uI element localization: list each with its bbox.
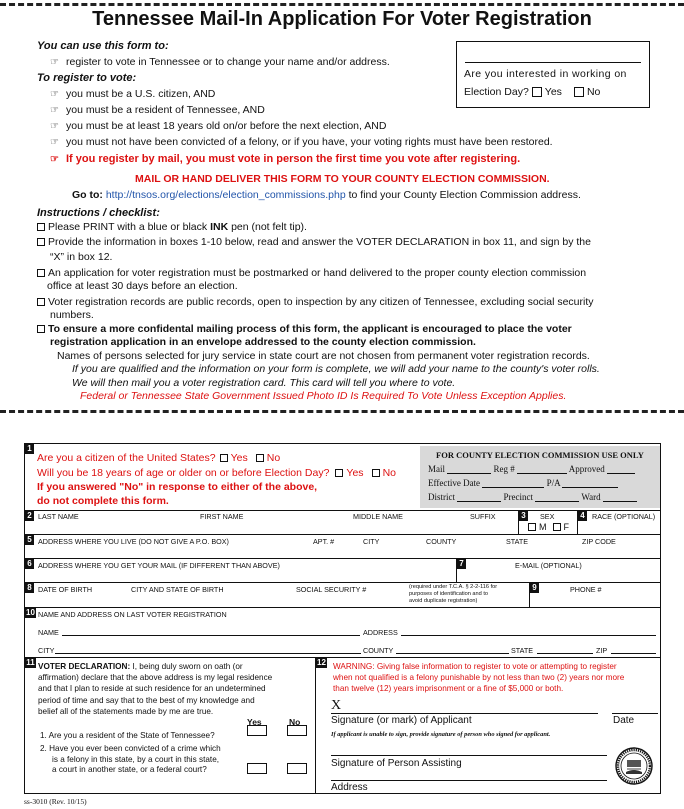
felony-yes-box[interactable] (247, 763, 267, 774)
phone-label: PHONE # (570, 585, 602, 594)
age-question: Will you be 18 years of age or older on or before Election Day? Yes No (37, 467, 396, 479)
age-yes-checkbox[interactable] (335, 469, 343, 477)
prev-name-label: NAME (38, 628, 59, 637)
assistant-signature-label: Signature of Person Assisting (331, 758, 462, 769)
false-info-warning: WARNING: Giving false information to register to vote or attempting to register when not qualified is a felony punishable by not less than two (2) years nor more than twelve (12) years imprisonment or a fine of $5,000 or both. (333, 662, 625, 693)
last-registration-heading: NAME AND ADDRESS ON LAST VOTER REGISTRATION (38, 610, 227, 619)
pointing-hand-icon: ☞ (50, 105, 59, 116)
first-name-label: FIRST NAME (200, 512, 244, 521)
box-number-12: 12 (317, 658, 326, 667)
photo-id-note: Federal or Tennessee State Government Issued Photo ID Is Required To Vote Unless Exception Applies. (80, 390, 567, 402)
state-label: STATE (506, 537, 529, 546)
register-heading: To register to vote: (37, 72, 137, 84)
qualified-note-2: We will then mail you a voter registration card. This card will tell you where to vote. (72, 377, 456, 389)
instruction-4: Voter registration records are public records, open to inspection by any citizen of Tennessee, excluding social security (37, 296, 594, 308)
suffix-label: SUFFIX (470, 512, 496, 521)
residence-address-label: ADDRESS WHERE YOU LIVE (DO NOT GIVE A P.O. BOX) (38, 537, 229, 546)
assist-note: If applicant is unable to sign, provide signature of person who signed for applicant. (331, 731, 551, 738)
requirement-2: ☞ you must be a resident of Tennessee, AND (50, 104, 265, 116)
box1-warning-1: If you answered "No" in response to either of the above, (37, 481, 318, 493)
box-number-3: 3 (519, 511, 528, 521)
top-cut-line (0, 3, 684, 6)
voter-declaration: VOTER DECLARATION: I, being duly sworn on oath (or affirmation) declare that the above address is my legal residence and that I plan to reside at such residence for an undetermined period of time and say that to the best of my knowledge and belief all of the statements made by me are true. (38, 662, 273, 716)
last-name-label: LAST NAME (38, 512, 79, 521)
instruction-2: Provide the information in boxes 1-10 below, read and answer the VOTER DECLARATION in box 11, and sign by the (37, 236, 591, 248)
poll-worker-box (456, 41, 650, 108)
city-label: CITY (363, 537, 380, 546)
requirement-1: ☞ you must be a U.S. citizen, AND (50, 88, 216, 100)
checkbox-icon (37, 269, 45, 277)
office-use-heading: FOR COUNTY ELECTION COMMISSION USE ONLY (436, 450, 644, 460)
email-label: E-MAIL (OPTIONAL) (515, 561, 582, 570)
poll-worker-question: Are you interested in working on (464, 68, 627, 80)
office-row-3: District Precinct Ward (428, 492, 637, 502)
use-heading: You can use this form to: (37, 40, 169, 52)
box-number-8: 8 (25, 583, 34, 593)
mailing-address-label: ADDRESS WHERE YOU GET YOUR MAIL (IF DIFFERENT THAN ABOVE) (38, 561, 280, 570)
sex-m-checkbox[interactable] (528, 523, 536, 531)
assistant-signature-line[interactable] (331, 755, 607, 756)
instruction-2-cont: “X” in box 12. (50, 251, 113, 263)
date-label: Date (613, 715, 635, 726)
county-label: COUNTY (426, 537, 457, 546)
requirement-3: ☞ you must be at least 18 years old on/or before the next election, AND (50, 120, 387, 132)
assistant-address-label: Address (331, 782, 368, 793)
instruction-5-cont: registration application in an envelope addressed to the county election commission. (50, 336, 476, 348)
poll-worker-answer: Election Day? Yes No (464, 86, 601, 98)
box-number-1: 1 (25, 444, 34, 454)
pointing-hand-icon: ☞ (50, 154, 59, 165)
pointing-hand-icon: ☞ (50, 137, 59, 148)
box-number-5: 5 (25, 535, 34, 545)
pointing-hand-icon: ☞ (50, 121, 59, 132)
box-number-7: 7 (457, 559, 466, 569)
declaration-no-header: No (289, 717, 301, 727)
middle-name-label: MIDDLE NAME (353, 512, 403, 521)
instruction-3-cont: office at least 30 days before an election. (47, 280, 238, 292)
box-number-6: 6 (25, 559, 34, 569)
box-number-10: 10 (26, 608, 35, 617)
instruction-4-cont: numbers. (50, 309, 94, 321)
instruction-5: To ensure a more confidental mailing process of this form, the applicant is encouraged to place the voter (37, 323, 572, 335)
tennessee-seal-icon (615, 747, 653, 785)
jury-note: Names of persons selected for jury service in state court are not chosen from permanent voter registration records. (57, 350, 590, 362)
instruction-3: An application for voter registration must be postmarked or hand delivered to the proper county election commission (37, 267, 586, 279)
age-no-checkbox[interactable] (372, 469, 380, 477)
tn-resident-no-box[interactable] (287, 725, 307, 736)
goto-line: Go to: http://tnsos.org/elections/election_commissions.php to find your County Election Commission address. (72, 189, 581, 201)
poll-no-checkbox[interactable] (574, 87, 584, 97)
form-number: ss-3010 (Rev. 10/15) (24, 797, 87, 806)
office-row-2: Effective Date P/A (428, 478, 618, 488)
checkbox-icon (37, 325, 45, 333)
poll-yes-checkbox[interactable] (532, 87, 542, 97)
box-number-11: 11 (26, 658, 35, 667)
prev-address-label: ADDRESS (363, 628, 398, 637)
citizen-question: Are you a citizen of the United States? Yes No (37, 452, 281, 464)
dob-label: DATE OF BIRTH (38, 585, 93, 594)
prev-state-label: STATE (511, 646, 534, 655)
page-title: Tennessee Mail-In Application For Voter Registration (0, 8, 684, 31)
pointing-hand-icon: ☞ (50, 89, 59, 100)
prev-county-label: COUNTY (363, 646, 394, 655)
zip-label: ZIP CODE (582, 537, 616, 546)
checkbox-icon (37, 298, 45, 306)
instruction-1: Please PRINT with a blue or black INK pen (not felt tip). (37, 221, 307, 233)
checkbox-icon (37, 223, 45, 231)
box-number-2: 2 (25, 511, 34, 521)
checkbox-icon (37, 238, 45, 246)
declaration-yes-header: Yes (247, 717, 262, 727)
requirement-4: ☞ you must not have been convicted of a felony, or if you have, your voting rights must have been restored. (50, 136, 553, 148)
bottom-cut-line (0, 410, 684, 413)
use-item: ☞ register to vote in Tennessee or to change your name and/or address. (50, 56, 390, 68)
sex-f-checkbox[interactable] (553, 523, 561, 531)
box1-warning-2: do not complete this form. (37, 495, 169, 507)
felony-no-box[interactable] (287, 763, 307, 774)
box-number-4: 4 (578, 511, 587, 521)
ssn-note: (required under T.C.A. § 2-2-116 for purposes of identification and to avoid duplicate registration) (409, 584, 498, 604)
tn-resident-question: 1. Are you a resident of the State of Tennessee? (40, 731, 215, 740)
instructions-heading: Instructions / checklist: (37, 207, 160, 219)
commissions-link[interactable]: http://tnsos.org/elections/election_commissions.php (105, 189, 346, 201)
sex-options: M F (528, 522, 569, 532)
office-use-box (420, 446, 660, 508)
apt-label: APT. # (313, 537, 335, 546)
applicant-signature-line[interactable] (331, 713, 598, 714)
office-row-1: Mail Reg # Approved (428, 464, 635, 474)
birthplace-label: CITY AND STATE OF BIRTH (131, 585, 224, 594)
citizen-no-checkbox[interactable] (256, 454, 264, 462)
assistant-address-line[interactable] (331, 780, 607, 781)
sex-label: SEX (540, 512, 555, 521)
signature-x-mark: X (331, 698, 342, 713)
mail-warning: ☞ If you register by mail, you must vote in person the first time you vote after registering. (50, 153, 521, 165)
citizen-yes-checkbox[interactable] (220, 454, 228, 462)
felony-question: 2. Have you ever been convicted of a crime which is a felony in this state, by a court in this state, a court in another state, or a federal court? (40, 744, 221, 774)
box-number-9: 9 (530, 583, 539, 593)
prev-zip-label: ZIP (596, 646, 608, 655)
date-line[interactable] (612, 713, 658, 714)
tn-resident-yes-box[interactable] (247, 725, 267, 736)
qualified-note-1: If you are qualified and the information on your form is complete, we will add your name to the county's voter rolls. (72, 363, 600, 375)
applicant-signature-label: Signature (or mark) of Applicant (331, 715, 472, 726)
pointing-hand-icon: ☞ (50, 57, 59, 68)
prev-city-label: CITY (38, 646, 55, 655)
deliver-note: MAIL OR HAND DELIVER THIS FORM TO YOUR COUNTY ELECTION COMMISSION. (135, 173, 550, 185)
ssn-label: SOCIAL SECURITY # (296, 585, 367, 594)
race-label: RACE (OPTIONAL) (592, 512, 656, 521)
